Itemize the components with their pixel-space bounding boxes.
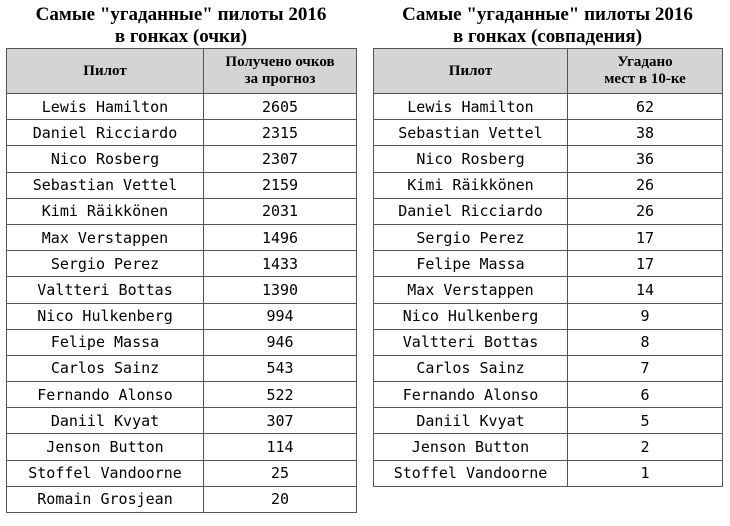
points-table-row	[7, 198, 357, 224]
points-table-row	[7, 172, 357, 198]
value-cell: 62	[568, 94, 723, 120]
points-table	[6, 48, 357, 513]
points-table-row	[7, 434, 357, 460]
points-title-line-1: Самые "угаданные" пилоты 2016	[35, 4, 327, 25]
matches-table-row	[374, 434, 723, 460]
pilot-name-cell: Kimi Räikkönen	[374, 172, 568, 198]
matches-table	[373, 48, 723, 487]
matches-table-header-row	[374, 49, 723, 94]
matches-table-section	[373, 0, 722, 487]
matches-table-row	[374, 329, 723, 355]
matches-table-row	[374, 224, 723, 250]
pilot-name-cell: Daniil Kvyat	[374, 408, 568, 434]
points-table-row	[7, 382, 357, 408]
matches-table-row	[374, 251, 723, 277]
value-cell: 114	[204, 434, 357, 460]
pilot-name-cell: Nico Rosberg	[7, 146, 204, 172]
matches-title-line-1: Самые "угаданные" пилоты 2016	[402, 4, 693, 25]
pilot-name-cell: Sergio Perez	[374, 224, 568, 250]
value-cell: 1496	[204, 224, 357, 250]
points-table-section	[6, 0, 356, 513]
pilot-name-cell: Sergio Perez	[7, 251, 204, 277]
points-table-row	[7, 146, 357, 172]
pilot-name-cell: Daniel Ricciardo	[374, 198, 568, 224]
matches-table-row	[374, 120, 723, 146]
matches-table-row	[374, 303, 723, 329]
pilot-name-cell: Jenson Button	[7, 434, 204, 460]
points-header-value	[204, 49, 357, 94]
value-cell: 543	[204, 355, 357, 381]
points-table-title	[6, 0, 356, 48]
points-table-row	[7, 408, 357, 434]
pilot-name-cell: Daniel Ricciardo	[7, 120, 204, 146]
pilot-name-cell: Valtteri Bottas	[374, 329, 568, 355]
pilot-name-cell: Romain Grosjean	[7, 486, 204, 512]
value-cell: 946	[204, 329, 357, 355]
points-table-row	[7, 303, 357, 329]
matches-header-value-line-2: мест в 10-ке	[604, 71, 686, 87]
matches-table-row	[374, 382, 723, 408]
pilot-name-cell: Felipe Massa	[7, 329, 204, 355]
value-cell: 307	[204, 408, 357, 434]
matches-header-value	[568, 49, 723, 94]
value-cell: 26	[568, 172, 723, 198]
points-title-line-2: в гонках (очки)	[114, 26, 248, 47]
value-cell: 2315	[204, 120, 357, 146]
pilot-name-cell: Kimi Räikkönen	[7, 198, 204, 224]
pilot-name-cell: Nico Rosberg	[374, 146, 568, 172]
value-cell: 9	[568, 303, 723, 329]
points-table-row	[7, 251, 357, 277]
value-cell: 994	[204, 303, 357, 329]
value-cell: 36	[568, 146, 723, 172]
value-cell: 522	[204, 382, 357, 408]
pilot-name-cell: Daniil Kvyat	[7, 408, 204, 434]
value-cell: 8	[568, 329, 723, 355]
value-cell: 2031	[204, 198, 357, 224]
value-cell: 17	[568, 251, 723, 277]
points-table-row	[7, 94, 357, 120]
pilot-name-cell: Valtteri Bottas	[7, 277, 204, 303]
points-header-value-line-1: Получено очков	[225, 54, 335, 70]
matches-table-row	[374, 355, 723, 381]
value-cell: 38	[568, 120, 723, 146]
value-cell: 1433	[204, 251, 357, 277]
points-table-row	[7, 329, 357, 355]
matches-title-line-2: в гонках (совпадения)	[452, 26, 643, 47]
value-cell: 14	[568, 277, 723, 303]
pilot-name-cell: Felipe Massa	[374, 251, 568, 277]
pilot-name-cell: Stoffel Vandoorne	[374, 460, 568, 486]
pilot-name-cell: Max Verstappen	[374, 277, 568, 303]
value-cell: 6	[568, 382, 723, 408]
pilot-name-cell: Fernando Alonso	[374, 382, 568, 408]
matches-table-row	[374, 408, 723, 434]
pilot-name-cell: Carlos Sainz	[374, 355, 568, 381]
matches-header-value-line-1: Угадано	[617, 54, 673, 70]
points-table-row	[7, 224, 357, 250]
value-cell: 26	[568, 198, 723, 224]
matches-table-row	[374, 146, 723, 172]
matches-table-title	[373, 0, 722, 48]
value-cell: 2307	[204, 146, 357, 172]
pilot-name-cell: Max Verstappen	[7, 224, 204, 250]
pilot-name-cell: Carlos Sainz	[7, 355, 204, 381]
value-cell: 2159	[204, 172, 357, 198]
pilot-name-cell: Sebastian Vettel	[374, 120, 568, 146]
matches-table-row	[374, 198, 723, 224]
points-table-row	[7, 120, 357, 146]
pilot-name-cell: Lewis Hamilton	[374, 94, 568, 120]
matches-table-row	[374, 94, 723, 120]
pilot-name-cell: Stoffel Vandoorne	[7, 460, 204, 486]
matches-table-row	[374, 277, 723, 303]
pilot-name-cell: Lewis Hamilton	[7, 94, 204, 120]
value-cell: 17	[568, 224, 723, 250]
pilot-name-cell: Nico Hulkenberg	[374, 303, 568, 329]
matches-table-row	[374, 460, 723, 486]
matches-header-pilot: Пилот	[374, 49, 568, 94]
value-cell: 2	[568, 434, 723, 460]
value-cell: 1	[568, 460, 723, 486]
value-cell: 25	[204, 460, 357, 486]
pilot-name-cell: Nico Hulkenberg	[7, 303, 204, 329]
value-cell: 2605	[204, 94, 357, 120]
matches-table-body	[374, 94, 723, 487]
value-cell: 1390	[204, 277, 357, 303]
pilot-name-cell: Fernando Alonso	[7, 382, 204, 408]
points-header-value-line-2: за прогноз	[244, 71, 316, 87]
points-table-header-row	[7, 49, 357, 94]
points-table-body	[7, 94, 357, 513]
points-table-row	[7, 355, 357, 381]
points-table-row	[7, 486, 357, 512]
points-table-row	[7, 277, 357, 303]
value-cell: 7	[568, 355, 723, 381]
value-cell: 5	[568, 408, 723, 434]
points-table-row	[7, 460, 357, 486]
value-cell: 20	[204, 486, 357, 512]
matches-table-row	[374, 172, 723, 198]
pilot-name-cell: Jenson Button	[374, 434, 568, 460]
points-header-pilot: Пилот	[7, 49, 204, 94]
pilot-name-cell: Sebastian Vettel	[7, 172, 204, 198]
